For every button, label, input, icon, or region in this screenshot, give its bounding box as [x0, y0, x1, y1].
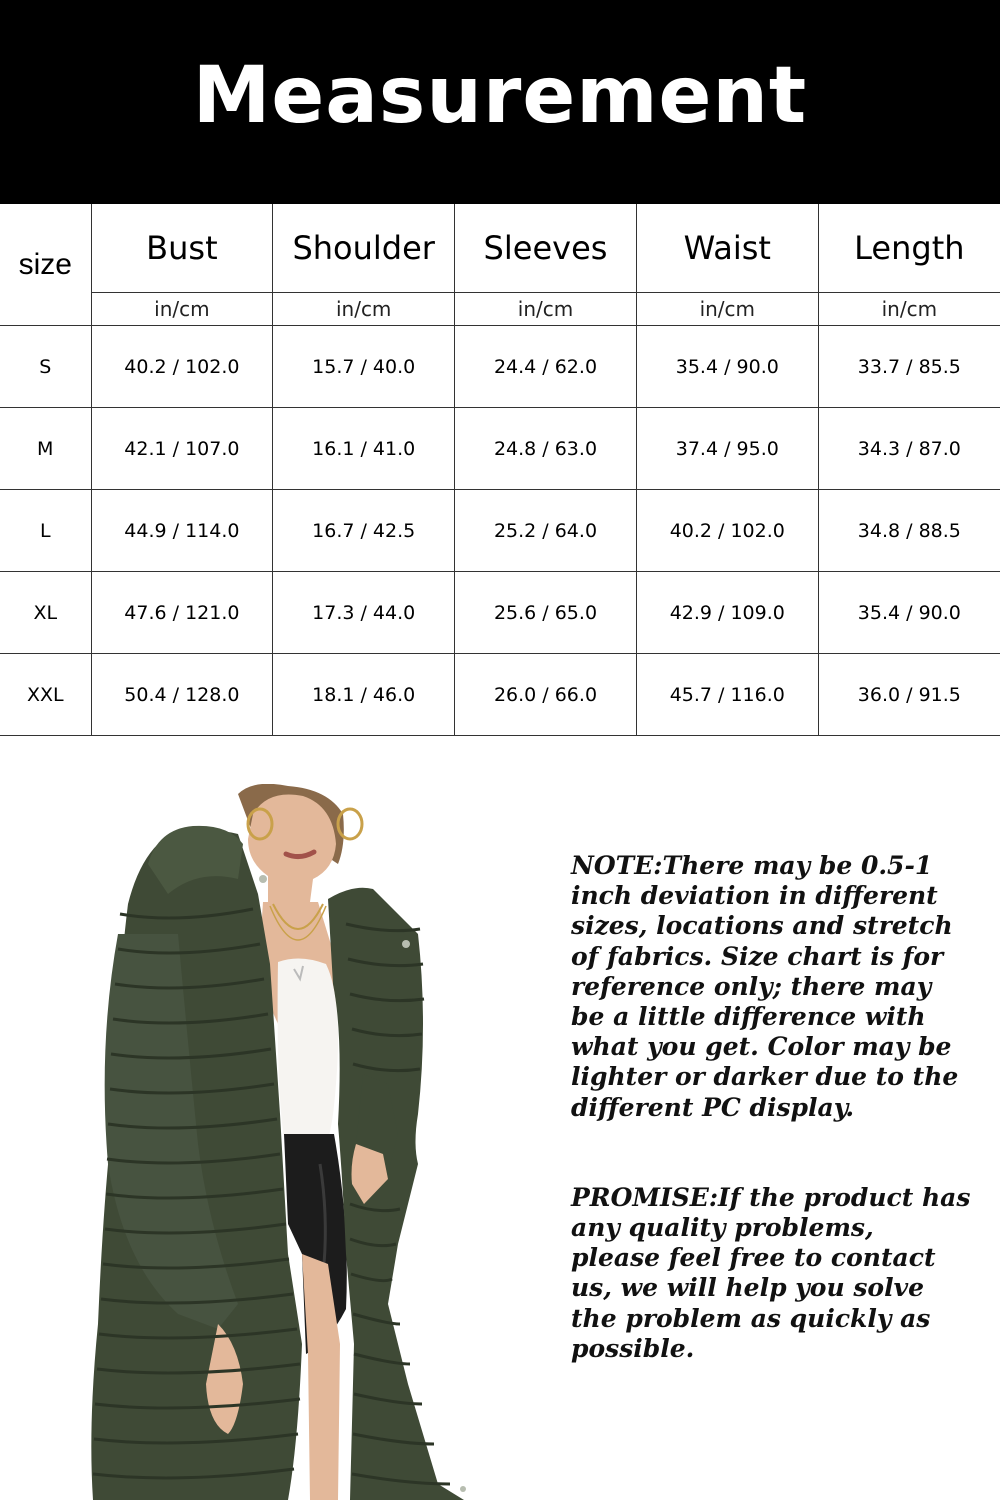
size-column-header: size	[0, 204, 91, 326]
table-cell: 16.7 / 42.5	[273, 490, 455, 572]
unit-label: in/cm	[91, 293, 273, 326]
model-illustration	[88, 784, 468, 1500]
column-header-bust: Bust	[91, 204, 273, 293]
unit-label: in/cm	[273, 293, 455, 326]
model-photo	[88, 784, 468, 1500]
table-cell: 16.1 / 41.0	[273, 408, 455, 490]
notes-section	[571, 851, 971, 1364]
table-row	[0, 572, 1000, 654]
table-cell: 17.3 / 44.0	[273, 572, 455, 654]
table-cell: 34.8 / 88.5	[818, 490, 1000, 572]
size-cell: L	[0, 490, 91, 572]
table-row	[0, 654, 1000, 736]
promise-text: PROMISE:If the product has any quality problems, please feel free to contact us, we will help you solve the problem as quickly as possible.	[571, 1182, 971, 1363]
table-row	[0, 408, 1000, 490]
table-cell: 45.7 / 116.0	[636, 654, 818, 736]
table-cell: 50.4 / 128.0	[91, 654, 273, 736]
table-cell: 36.0 / 91.5	[818, 654, 1000, 736]
table-cell: 40.2 / 102.0	[636, 490, 818, 572]
table-cell: 35.4 / 90.0	[636, 326, 818, 408]
table-row	[0, 326, 1000, 408]
table-cell: 42.1 / 107.0	[91, 408, 273, 490]
table-cell: 24.4 / 62.0	[455, 326, 637, 408]
unit-label: in/cm	[455, 293, 637, 326]
table-cell: 40.2 / 102.0	[91, 326, 273, 408]
size-chart-table	[0, 204, 1000, 736]
size-cell: XL	[0, 572, 91, 654]
note-text: NOTE:There may be 0.5-1 inch deviation in different sizes, locations and stretch of fabrics. Size chart is for reference only; there may be a little difference with what you get. Color may be lighter or darker due to the different PC display.	[571, 851, 959, 1122]
table-cell: 25.6 / 65.0	[455, 572, 637, 654]
table-cell: 25.2 / 64.0	[455, 490, 637, 572]
table-header-row	[0, 204, 1000, 293]
table-cell: 47.6 / 121.0	[91, 572, 273, 654]
header-banner	[0, 0, 1000, 204]
column-header-sleeves: Sleeves	[455, 204, 637, 293]
size-cell: S	[0, 326, 91, 408]
column-header-shoulder: Shoulder	[273, 204, 455, 293]
unit-label: in/cm	[636, 293, 818, 326]
column-header-waist: Waist	[636, 204, 818, 293]
unit-label: in/cm	[818, 293, 1000, 326]
table-cell: 33.7 / 85.5	[818, 326, 1000, 408]
table-cell: 24.8 / 63.0	[455, 408, 637, 490]
unit-row	[0, 293, 1000, 326]
page-title: Measurement	[192, 51, 808, 141]
table-cell: 34.3 / 87.0	[818, 408, 1000, 490]
size-cell: M	[0, 408, 91, 490]
table-row	[0, 490, 1000, 572]
table-cell: 37.4 / 95.0	[636, 408, 818, 490]
table-cell: 35.4 / 90.0	[818, 572, 1000, 654]
table-cell: 15.7 / 40.0	[273, 326, 455, 408]
size-cell: XXL	[0, 654, 91, 736]
table-cell: 42.9 / 109.0	[636, 572, 818, 654]
table-cell: 18.1 / 46.0	[273, 654, 455, 736]
table-cell: 44.9 / 114.0	[91, 490, 273, 572]
column-header-length: Length	[818, 204, 1000, 293]
table-cell: 26.0 / 66.0	[455, 654, 637, 736]
